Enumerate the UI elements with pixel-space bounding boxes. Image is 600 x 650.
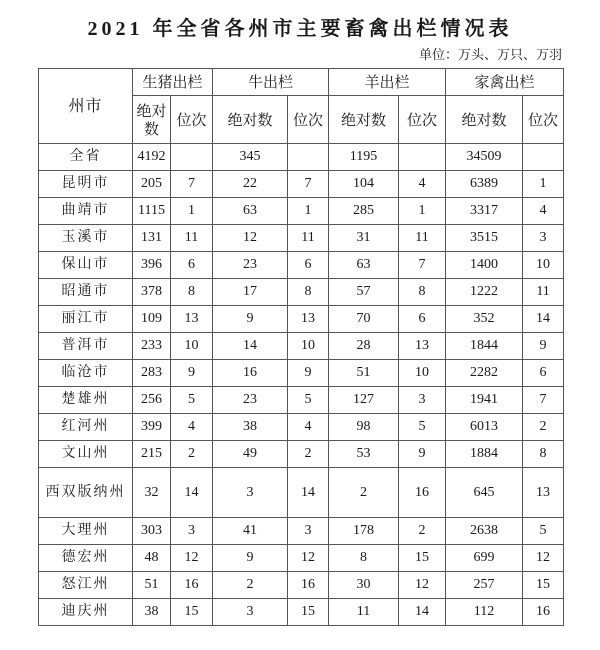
pig-rank-cell — [171, 144, 213, 171]
header-group-cattle: 牛出栏 — [213, 69, 329, 96]
poultry-rank-cell: 14 — [523, 306, 564, 333]
header-pig-rank: 位次 — [171, 96, 213, 144]
region-name-cell: 丽江市 — [39, 306, 133, 333]
pig-rank-cell: 5 — [171, 387, 213, 414]
cattle-value-cell: 3 — [213, 468, 288, 518]
pig-value-cell: 51 — [133, 572, 171, 599]
poultry-rank-cell: 6 — [523, 360, 564, 387]
table-row — [39, 252, 564, 279]
cattle-value-cell: 63 — [213, 198, 288, 225]
poultry-rank-cell: 10 — [523, 252, 564, 279]
poultry-rank-cell: 8 — [523, 441, 564, 468]
sheep-rank-cell: 8 — [399, 279, 446, 306]
sheep-value-cell: 8 — [329, 545, 399, 572]
poultry-value-cell: 645 — [446, 468, 523, 518]
sheep-rank-cell — [399, 144, 446, 171]
cattle-value-cell: 9 — [213, 545, 288, 572]
cattle-rank-cell: 14 — [288, 468, 329, 518]
cattle-rank-cell: 7 — [288, 171, 329, 198]
pig-rank-cell: 10 — [171, 333, 213, 360]
sheep-value-cell: 70 — [329, 306, 399, 333]
sheep-value-cell: 30 — [329, 572, 399, 599]
region-name-cell: 普洱市 — [39, 333, 133, 360]
livestock-output-table — [38, 68, 564, 626]
pig-value-cell: 233 — [133, 333, 171, 360]
sheep-rank-cell: 3 — [399, 387, 446, 414]
pig-value-cell: 283 — [133, 360, 171, 387]
pig-value-cell: 38 — [133, 599, 171, 626]
header-sheep-value: 绝对数 — [329, 96, 399, 144]
cattle-value-cell: 22 — [213, 171, 288, 198]
pig-rank-cell: 12 — [171, 545, 213, 572]
cattle-rank-cell: 9 — [288, 360, 329, 387]
poultry-value-cell: 2638 — [446, 518, 523, 545]
cattle-rank-cell: 1 — [288, 198, 329, 225]
poultry-value-cell: 1222 — [446, 279, 523, 306]
sheep-rank-cell: 7 — [399, 252, 446, 279]
sheep-rank-cell: 9 — [399, 441, 446, 468]
region-name-cell: 曲靖市 — [39, 198, 133, 225]
pig-value-cell: 378 — [133, 279, 171, 306]
table-row — [39, 441, 564, 468]
cattle-rank-cell: 12 — [288, 545, 329, 572]
pig-value-cell: 1115 — [133, 198, 171, 225]
sheep-value-cell: 1195 — [329, 144, 399, 171]
poultry-rank-cell: 7 — [523, 387, 564, 414]
table-body — [39, 144, 564, 626]
cattle-value-cell: 23 — [213, 387, 288, 414]
sheep-rank-cell: 1 — [399, 198, 446, 225]
table-row — [39, 468, 564, 518]
region-name-cell: 全省 — [39, 144, 133, 171]
cattle-value-cell: 3 — [213, 599, 288, 626]
sheep-value-cell: 127 — [329, 387, 399, 414]
poultry-value-cell: 1941 — [446, 387, 523, 414]
pig-value-cell: 215 — [133, 441, 171, 468]
table-row — [39, 414, 564, 441]
poultry-rank-cell: 4 — [523, 198, 564, 225]
sheep-rank-cell: 13 — [399, 333, 446, 360]
pig-rank-cell: 14 — [171, 468, 213, 518]
table-row — [39, 198, 564, 225]
pig-rank-cell: 11 — [171, 225, 213, 252]
poultry-value-cell: 34509 — [446, 144, 523, 171]
region-name-cell: 德宏州 — [39, 545, 133, 572]
poultry-value-cell: 3317 — [446, 198, 523, 225]
region-name-cell: 文山州 — [39, 441, 133, 468]
header-row-groups — [39, 69, 564, 96]
pig-rank-cell: 15 — [171, 599, 213, 626]
sheep-value-cell: 2 — [329, 468, 399, 518]
sheep-rank-cell: 16 — [399, 468, 446, 518]
table-row — [39, 306, 564, 333]
sheep-value-cell: 104 — [329, 171, 399, 198]
header-poultry-rank: 位次 — [523, 96, 564, 144]
cattle-value-cell: 9 — [213, 306, 288, 333]
header-group-pig: 生猪出栏 — [133, 69, 213, 96]
table-row — [39, 333, 564, 360]
pig-value-cell: 48 — [133, 545, 171, 572]
pig-rank-cell: 3 — [171, 518, 213, 545]
pig-rank-cell: 9 — [171, 360, 213, 387]
region-name-cell: 怒江州 — [39, 572, 133, 599]
poultry-rank-cell: 3 — [523, 225, 564, 252]
region-name-cell: 楚雄州 — [39, 387, 133, 414]
region-name-cell: 保山市 — [39, 252, 133, 279]
table-header — [39, 69, 564, 144]
sheep-value-cell: 51 — [329, 360, 399, 387]
header-region: 州市 — [39, 69, 133, 144]
sheep-value-cell: 178 — [329, 518, 399, 545]
pig-rank-cell: 16 — [171, 572, 213, 599]
table-row — [39, 279, 564, 306]
poultry-rank-cell: 2 — [523, 414, 564, 441]
table-row — [39, 171, 564, 198]
pig-rank-cell: 8 — [171, 279, 213, 306]
pig-value-cell: 205 — [133, 171, 171, 198]
poultry-value-cell: 257 — [446, 572, 523, 599]
pig-rank-cell: 4 — [171, 414, 213, 441]
table-row — [39, 518, 564, 545]
pig-rank-cell: 1 — [171, 198, 213, 225]
cattle-rank-cell: 8 — [288, 279, 329, 306]
unit-note: 单位：万头、万只、万羽 — [418, 47, 562, 62]
pig-rank-cell: 13 — [171, 306, 213, 333]
pig-value-cell: 109 — [133, 306, 171, 333]
pig-value-cell: 399 — [133, 414, 171, 441]
header-sheep-rank: 位次 — [399, 96, 446, 144]
header-cattle-rank: 位次 — [288, 96, 329, 144]
poultry-rank-cell: 9 — [523, 333, 564, 360]
region-name-cell: 昭通市 — [39, 279, 133, 306]
header-group-poultry: 家禽出栏 — [446, 69, 564, 96]
sheep-rank-cell: 10 — [399, 360, 446, 387]
table-row — [39, 144, 564, 171]
cattle-value-cell: 345 — [213, 144, 288, 171]
pig-value-cell: 4192 — [133, 144, 171, 171]
sheep-rank-cell: 4 — [399, 171, 446, 198]
poultry-rank-cell — [523, 144, 564, 171]
cattle-value-cell: 12 — [213, 225, 288, 252]
table-row — [39, 360, 564, 387]
cattle-rank-cell — [288, 144, 329, 171]
sheep-value-cell: 57 — [329, 279, 399, 306]
header-group-sheep: 羊出栏 — [329, 69, 446, 96]
poultry-rank-cell: 13 — [523, 468, 564, 518]
table-row — [39, 225, 564, 252]
table-row — [39, 599, 564, 626]
sheep-rank-cell: 15 — [399, 545, 446, 572]
table-row — [39, 572, 564, 599]
poultry-value-cell: 6389 — [446, 171, 523, 198]
sheep-value-cell: 98 — [329, 414, 399, 441]
region-name-cell: 红河州 — [39, 414, 133, 441]
pig-value-cell: 256 — [133, 387, 171, 414]
sheep-rank-cell: 6 — [399, 306, 446, 333]
cattle-value-cell: 14 — [213, 333, 288, 360]
cattle-value-cell: 38 — [213, 414, 288, 441]
pig-rank-cell: 7 — [171, 171, 213, 198]
pig-value-cell: 131 — [133, 225, 171, 252]
poultry-rank-cell: 15 — [523, 572, 564, 599]
cattle-rank-cell: 2 — [288, 441, 329, 468]
cattle-value-cell: 41 — [213, 518, 288, 545]
cattle-value-cell: 49 — [213, 441, 288, 468]
region-name-cell: 玉溪市 — [39, 225, 133, 252]
poultry-rank-cell: 11 — [523, 279, 564, 306]
poultry-rank-cell: 16 — [523, 599, 564, 626]
page-title: 2021 年全省各州市主要畜禽出栏情况表 — [87, 18, 513, 40]
pig-rank-cell: 2 — [171, 441, 213, 468]
cattle-rank-cell: 5 — [288, 387, 329, 414]
sheep-value-cell: 31 — [329, 225, 399, 252]
cattle-rank-cell: 3 — [288, 518, 329, 545]
region-name-cell: 大理州 — [39, 518, 133, 545]
sheep-rank-cell: 2 — [399, 518, 446, 545]
poultry-rank-cell: 12 — [523, 545, 564, 572]
region-name-cell: 迪庆州 — [39, 599, 133, 626]
cattle-value-cell: 2 — [213, 572, 288, 599]
cattle-rank-cell: 16 — [288, 572, 329, 599]
cattle-rank-cell: 6 — [288, 252, 329, 279]
pig-value-cell: 396 — [133, 252, 171, 279]
sheep-value-cell: 28 — [329, 333, 399, 360]
poultry-value-cell: 1884 — [446, 441, 523, 468]
pig-value-cell: 32 — [133, 468, 171, 518]
cattle-rank-cell: 13 — [288, 306, 329, 333]
region-name-cell: 西双版纳州 — [39, 468, 133, 518]
sheep-value-cell: 63 — [329, 252, 399, 279]
header-cattle-value: 绝对数 — [213, 96, 288, 144]
cattle-value-cell: 17 — [213, 279, 288, 306]
poultry-value-cell: 1400 — [446, 252, 523, 279]
cattle-rank-cell: 11 — [288, 225, 329, 252]
poultry-value-cell: 6013 — [446, 414, 523, 441]
region-name-cell: 临沧市 — [39, 360, 133, 387]
sheep-value-cell: 285 — [329, 198, 399, 225]
sheep-value-cell: 11 — [329, 599, 399, 626]
cattle-rank-cell: 10 — [288, 333, 329, 360]
sheep-rank-cell: 14 — [399, 599, 446, 626]
cattle-rank-cell: 4 — [288, 414, 329, 441]
region-name-cell: 昆明市 — [39, 171, 133, 198]
poultry-rank-cell: 1 — [523, 171, 564, 198]
poultry-value-cell: 112 — [446, 599, 523, 626]
pig-value-cell: 303 — [133, 518, 171, 545]
poultry-value-cell: 699 — [446, 545, 523, 572]
cattle-value-cell: 23 — [213, 252, 288, 279]
sheep-rank-cell: 11 — [399, 225, 446, 252]
sheep-value-cell: 53 — [329, 441, 399, 468]
poultry-value-cell: 1844 — [446, 333, 523, 360]
header-poultry-value: 绝对数 — [446, 96, 523, 144]
poultry-value-cell: 2282 — [446, 360, 523, 387]
table-row — [39, 545, 564, 572]
sheep-rank-cell: 12 — [399, 572, 446, 599]
poultry-value-cell: 352 — [446, 306, 523, 333]
cattle-value-cell: 16 — [213, 360, 288, 387]
table-row — [39, 387, 564, 414]
cattle-rank-cell: 15 — [288, 599, 329, 626]
pig-rank-cell: 6 — [171, 252, 213, 279]
header-pig-value: 绝对数 — [133, 96, 171, 144]
sheep-rank-cell: 5 — [399, 414, 446, 441]
poultry-rank-cell: 5 — [523, 518, 564, 545]
poultry-value-cell: 3515 — [446, 225, 523, 252]
